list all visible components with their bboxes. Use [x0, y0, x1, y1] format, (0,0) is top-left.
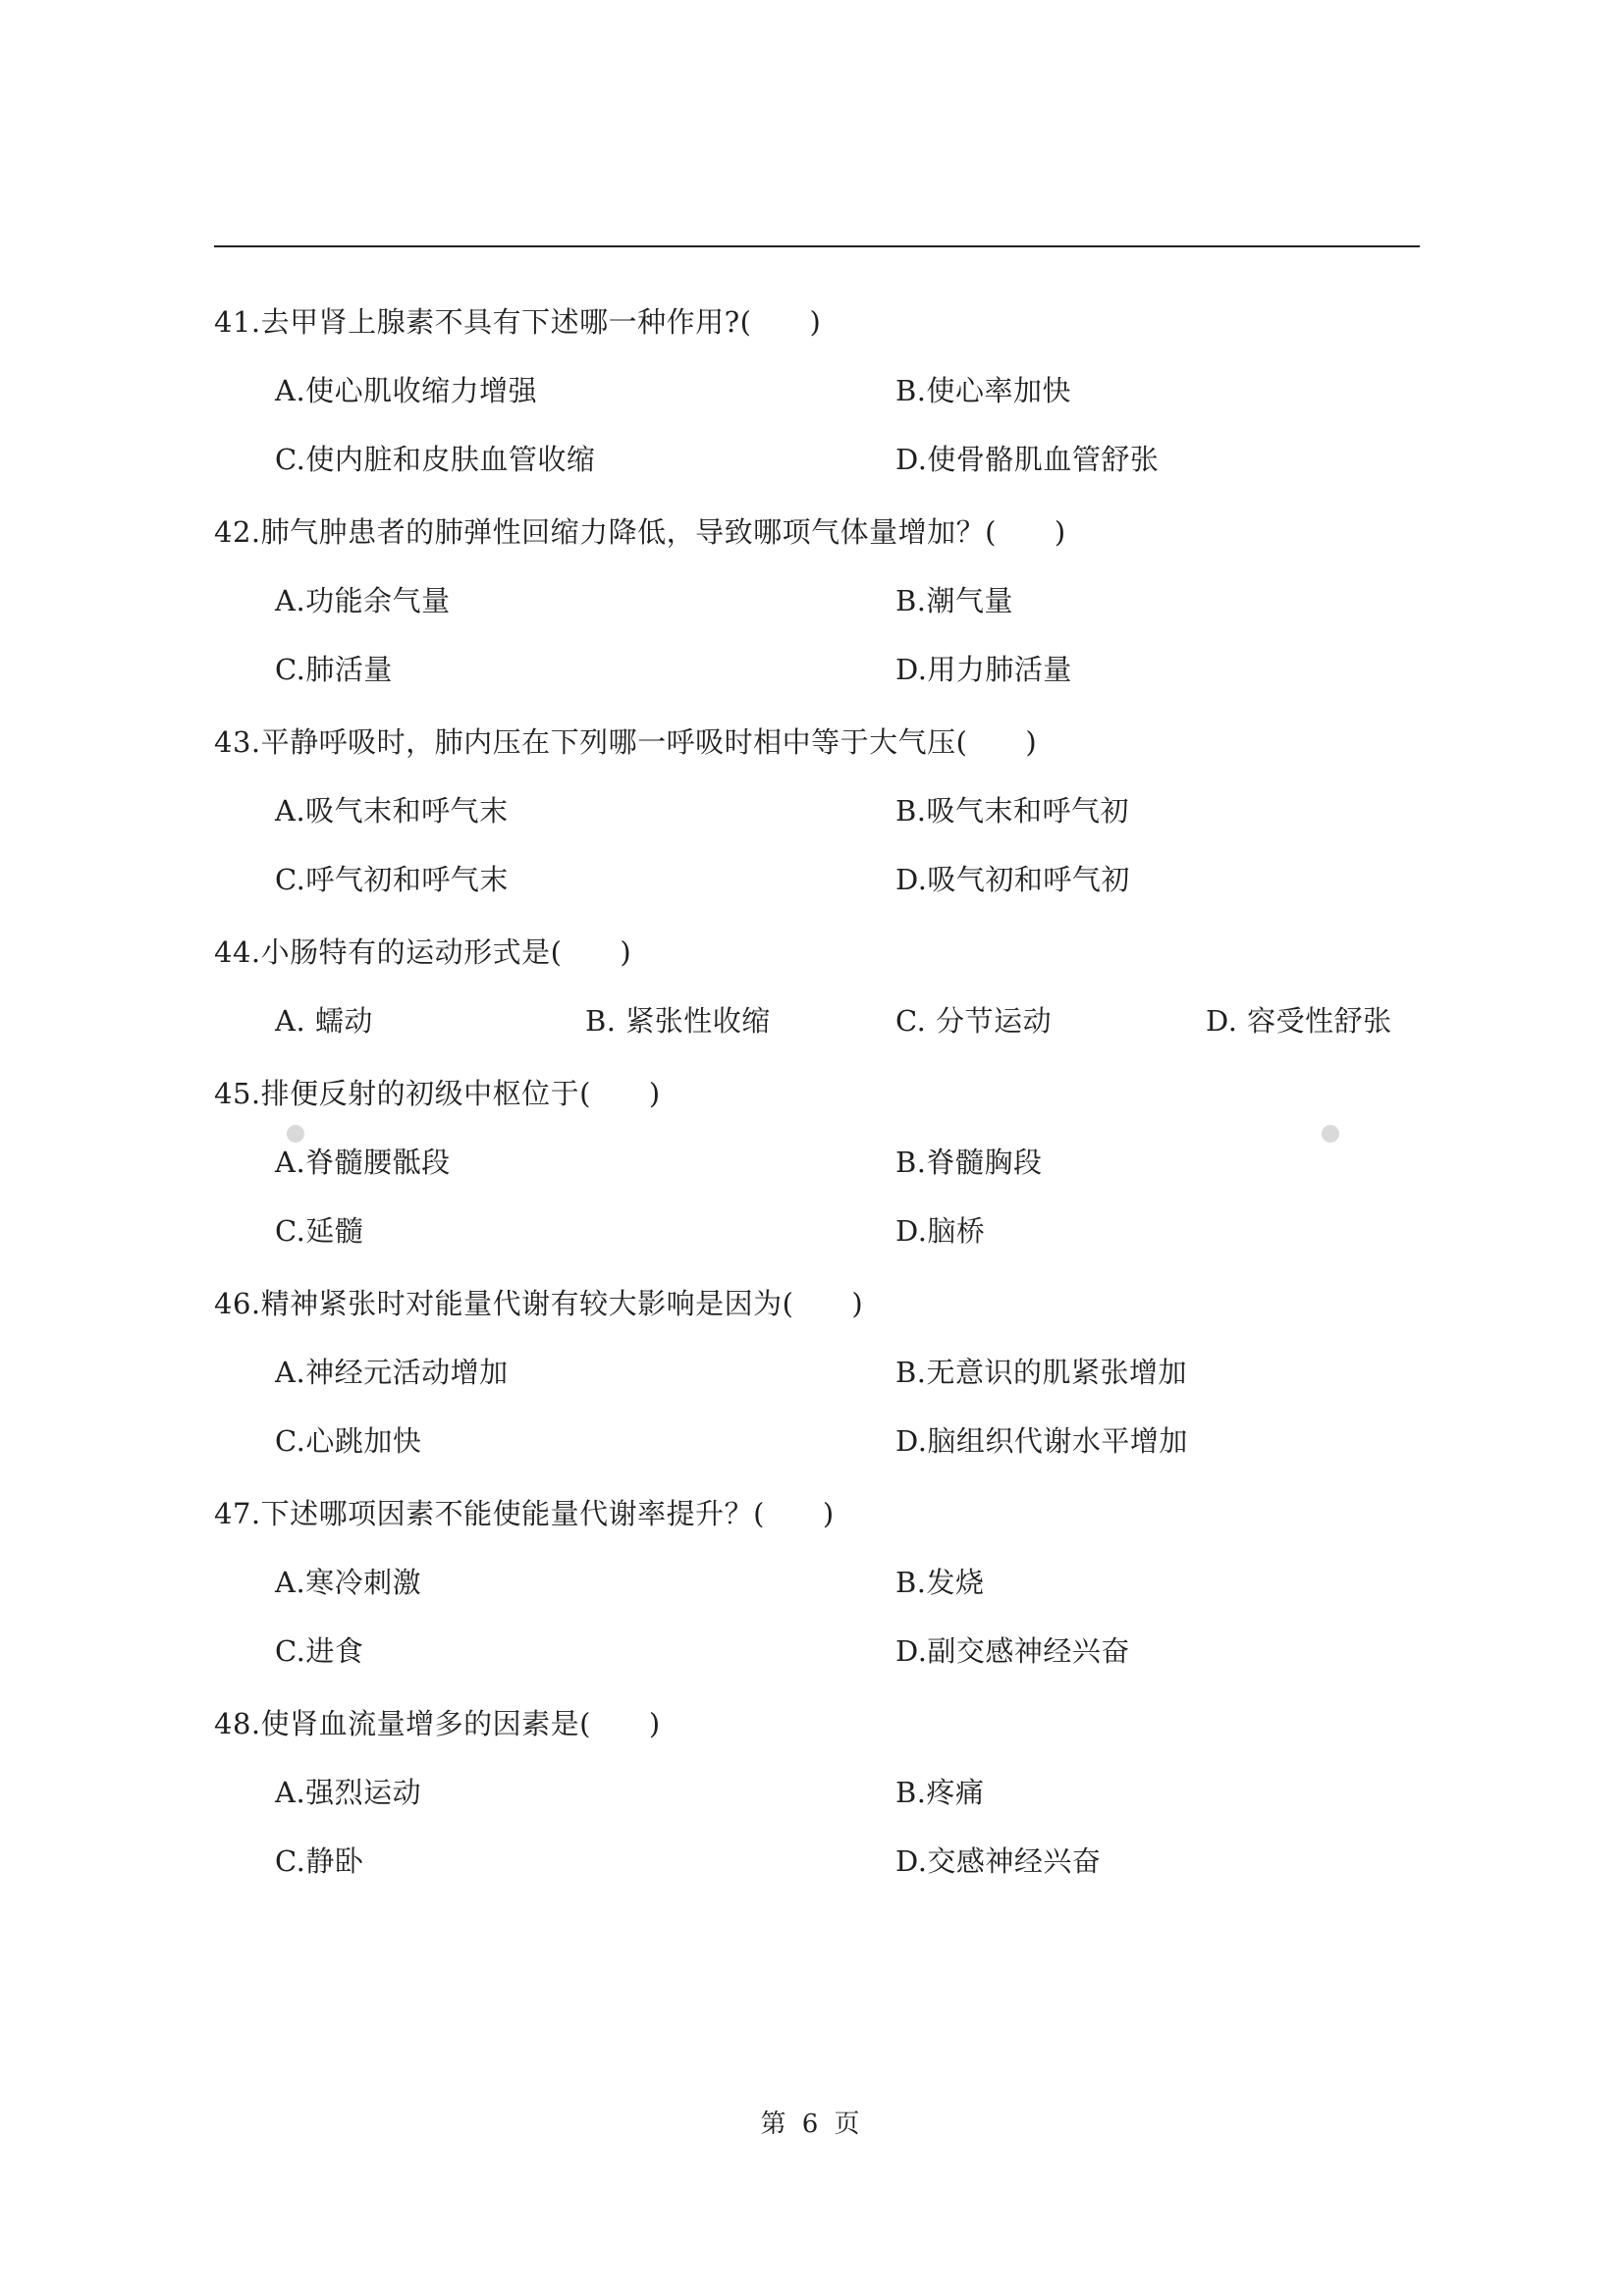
option-b: B.疼痛 — [895, 1776, 985, 1809]
question-stem: 41.去甲肾上腺素不具有下述哪一种作用?( ) — [214, 305, 822, 339]
question-list — [214, 294, 1422, 1906]
question-46 — [214, 1276, 1422, 1486]
option-a: A.功能余气量 — [275, 584, 451, 617]
option-d: D.使骨骼肌血管舒张 — [895, 443, 1160, 476]
option-c: C.肺活量 — [275, 653, 393, 686]
option-b: B.发烧 — [895, 1566, 985, 1599]
question-stem: 44.小肠特有的运动形式是( ) — [214, 935, 632, 969]
option-a: A. 蠕动 — [275, 1004, 373, 1038]
question-stem: 47.下述哪项因素不能使能量代谢率提升？( ) — [214, 1497, 835, 1530]
option-c: C.心跳加快 — [275, 1424, 422, 1458]
option-a: A.寒冷刺激 — [275, 1566, 422, 1599]
question-41 — [214, 294, 1422, 505]
question-44 — [214, 925, 1422, 1066]
option-b: B.吸气末和呼气初 — [895, 794, 1130, 828]
option-c: C.使内脏和皮肤血管收缩 — [275, 443, 596, 476]
option-d: D.用力肺活量 — [895, 653, 1072, 686]
option-b: B.脊髓胸段 — [895, 1146, 1043, 1179]
question-stem: 46.精神紧张时对能量代谢有较大影响是因为( ) — [214, 1287, 864, 1320]
question-48 — [214, 1696, 1422, 1906]
question-stem: 48.使肾血流量增多的因素是( ) — [214, 1707, 661, 1740]
scan-artifact-dot — [1322, 1125, 1339, 1143]
option-c: C.呼气初和呼气末 — [275, 863, 509, 896]
option-d: D.副交感神经兴奋 — [895, 1634, 1130, 1668]
page-number: 第 6 页 — [760, 2109, 864, 2139]
question-43 — [214, 715, 1422, 925]
question-stem: 42.肺气肿患者的肺弹性回缩力降低，导致哪项气体量增加？( ) — [214, 515, 1066, 549]
option-b: B.潮气量 — [895, 584, 1014, 617]
question-42 — [214, 505, 1422, 715]
question-stem: 43.平静呼吸时，肺内压在下列哪一呼吸时相中等于大气压( ) — [214, 725, 1038, 759]
option-a: A.脊髓腰骶段 — [275, 1146, 451, 1179]
option-d: D. 容受性舒张 — [1206, 1004, 1392, 1038]
option-a: A.神经元活动增加 — [275, 1356, 509, 1389]
option-c: C.进食 — [275, 1634, 364, 1668]
question-45 — [214, 1066, 1422, 1276]
option-b: B.使心率加快 — [895, 374, 1072, 407]
option-a: A.吸气末和呼气末 — [275, 794, 509, 828]
option-a: A.使心肌收缩力增强 — [275, 374, 538, 407]
scan-artifact-dot — [287, 1125, 304, 1143]
option-b: B.无意识的肌紧张增加 — [895, 1356, 1188, 1389]
option-d: D.脑组织代谢水平增加 — [895, 1424, 1188, 1458]
option-a: A.强烈运动 — [275, 1776, 422, 1809]
option-c: C.静卧 — [275, 1844, 364, 1878]
option-c: C. 分节运动 — [895, 1004, 1053, 1038]
question-stem: 45.排便反射的初级中枢位于( ) — [214, 1077, 661, 1110]
option-d: D.交感神经兴奋 — [895, 1844, 1102, 1878]
option-d: D.脑桥 — [895, 1214, 986, 1248]
question-47 — [214, 1486, 1422, 1696]
header-rule — [214, 245, 1420, 247]
option-b: B. 紧张性收缩 — [585, 1004, 771, 1038]
option-d: D.吸气初和呼气初 — [895, 863, 1130, 896]
option-c: C.延髓 — [275, 1214, 364, 1248]
